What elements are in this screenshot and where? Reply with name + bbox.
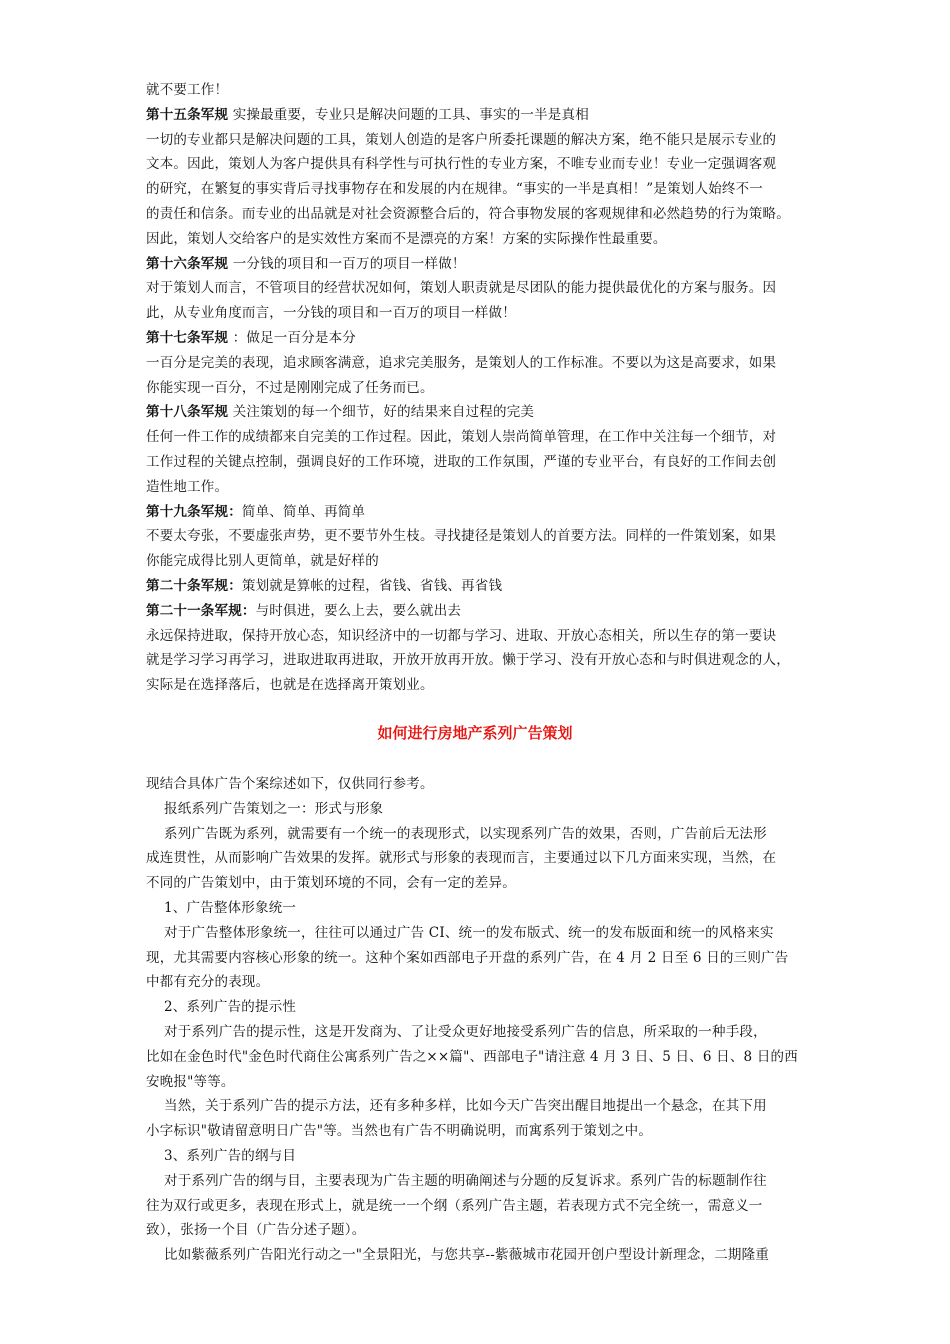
text-line: 你能实现一百分，不过是刚刚完成了任务而已。: [146, 379, 434, 396]
rule-title: ：做足一百分是本分: [232, 329, 357, 346]
text-line: 系列广告既为系列，就需要有一个统一的表现形式，以实现系列广告的效果，否则，广告前后无法形: [164, 825, 767, 842]
rule-heading: [146, 326, 814, 351]
text-line: 致），张扬一个目（广告分述子题）。: [146, 1222, 366, 1239]
text-line: 中都有充分的表现。: [146, 974, 270, 991]
subheading: 1、广告整体形象统一: [164, 899, 297, 916]
section-title: 如何进行房地产系列广告策划: [377, 724, 573, 742]
text-line: 不同的广告策划中，由于策划环境的不同，会有一定的差异。: [146, 875, 516, 892]
text-line: 就不要工作！: [146, 82, 229, 98]
text-line: 当然，关于系列广告的提示方法，还有多种多样，比如今天广告突出醒目地提出一个悬念，在其下用: [164, 1098, 767, 1115]
text-line: 现，尤其需要内容核心形象的统一。这种个案如西部电子开盘的系列广告，在 4 月 2 日至 6 日的三则广告: [146, 949, 789, 966]
rule-label: 第十五条军规: [146, 106, 229, 123]
text-line: 工作过程的关键点控制，强调良好的工作环境，进取的工作氛围，严谨的专业平台，有良好的工作间去创: [146, 453, 777, 470]
text-line: 就是学习学习再学习，进取进取再进取，开放开放再开放。懒于学习、没有开放心态和与时俱进观念的人，: [146, 652, 790, 669]
rule-heading: [146, 599, 814, 624]
text-line: 一切的专业都只是解决问题的工具，策划人创造的是客户所委托课题的解决方案，绝不能只是展示专业的: [146, 131, 777, 148]
rule-label: 第十九条军规：: [146, 503, 242, 520]
rule-heading: [146, 252, 814, 277]
subheading: 3、系列广告的纲与目: [164, 1147, 297, 1164]
text-line: 对于系列广告的提示性，这是开发商为、了让受众更好地接受系列广告的信息，所采取的一种手段，: [164, 1023, 767, 1040]
text-line: 往为双行或更多，表现在形式上，就是统一一个纲（系列广告主题，若表现方式不完全统一，需意义一: [146, 1197, 763, 1214]
text-line: 不要太夸张，不要虚张声势，更不要节外生枝。寻找捷径是策划人的首要方法。同样的一件策划案，如果: [146, 528, 777, 545]
text-line: 对于广告整体形象统一，往往可以通过广告 CI、统一的发布版式、统一的发布版面和统一的风格来实: [164, 924, 774, 941]
text-line: 的责任和信条。而专业的出品就是对社会资源整合后的，符合事物发展的客观规律和必然趋势的行为策略。: [146, 205, 790, 222]
rule-title: 关注策划的每一个细节，好的结果来自过程的完美: [232, 404, 535, 421]
text-line: 小字标识"敬请留意明日广告"等。当然也有广告不明确说明，而寓系列于策划之中。: [146, 1123, 653, 1140]
rule-heading: [146, 103, 814, 128]
rule-title: 实操最重要，专业只是解决问题的工具、事实的一半是真相: [232, 106, 589, 123]
text-line: 任何一件工作的成绩都来自完美的工作过程。因此，策划人崇尚简单管理，在工作中关注每一个细节，对: [146, 429, 777, 446]
rule-title: 策划就是算帐的过程，省钱、省钱、再省钱: [241, 577, 503, 594]
text-line: 成连贯性，从而影响广告效果的发挥。就形式与形象的表现而言，主要通过以下几方面来实现，当然，在: [146, 850, 777, 867]
subheading: 2、系列广告的提示性: [164, 999, 297, 1016]
rule-label: 第十六条军规: [146, 255, 229, 272]
rule-label: 第十七条军规: [146, 329, 229, 346]
rule-title: 一分钱的项目和一百万的项目一样做！: [232, 255, 466, 272]
rules-section: [146, 78, 814, 698]
rule-title: 与时俱进，要么上去，要么就出去: [255, 602, 462, 619]
text-line: 比如紫薇系列广告阳光行动之一"全景阳光，与您共享--紫薇城市花园开创户型设计新理念，二期隆重: [164, 1247, 770, 1264]
text-line: 造性地工作。: [146, 478, 229, 495]
text-line: 对于系列广告的纲与目，主要表现为广告主题的明确阐述与分题的反复诉求。系列广告的标题制作往: [164, 1172, 767, 1189]
rule-heading: [146, 574, 814, 599]
rule-label: 第十八条军规: [146, 404, 229, 421]
text-line: 比如在金色时代"金色时代商住公寓系列广告之××篇"、西部电子"请注意 4 月 3 日、5 日、6 日、8 日的西: [146, 1048, 798, 1065]
text-line: 一百分是完美的表现，追求顾客满意，追求完美服务，是策划人的工作标准。不要以为这是高要求，如果: [146, 354, 777, 371]
text-line: 因此，策划人交给客户的是实效性方案而不是漂亮的方案！方案的实际操作性最重要。: [146, 230, 667, 247]
text-line: 实际是在选择落后，也就是在选择离开策划业。: [146, 677, 434, 694]
rule-label: 第二十一条军规：: [146, 602, 256, 619]
text-line: 此，从专业角度而言，一分钱的项目和一百万的项目一样做！: [146, 305, 516, 322]
text-line: 安晚报"等等。: [146, 1073, 235, 1090]
rule-heading: [146, 500, 814, 525]
text-line: 现结合具体广告个案综述如下，仅供同行参考。: [146, 776, 434, 792]
text-line: 的研究，在繁复的事实背后寻找事物存在和发展的内在规律。“事实的一半是真相！”是策划人始终不一: [146, 181, 764, 198]
subheading: 报纸系列广告策划之一：形式与形象: [164, 800, 384, 817]
text-line: 永远保持进取，保持开放心态，知识经济中的一切都与学习、进取、开放心态相关，所以生存的第一要诀: [146, 627, 777, 644]
rule-title: 简单、简单、再简单: [241, 503, 366, 520]
rule-label: 第二十条军规：: [146, 577, 242, 594]
text-line: 文本。因此，策划人为客户提供具有科学性与可执行性的专业方案，不唯专业而专业！专业一定强调客观: [146, 156, 777, 173]
text-line: 对于策划人而言，不管项目的经营状况如何，策划人职责就是尽团队的能力提供最优化的方案与服务。因: [146, 280, 777, 297]
rule-heading: [146, 400, 814, 425]
text-line: 你能完成得比别人更简单，就是好样的: [146, 553, 379, 570]
article-section: [146, 772, 814, 1268]
